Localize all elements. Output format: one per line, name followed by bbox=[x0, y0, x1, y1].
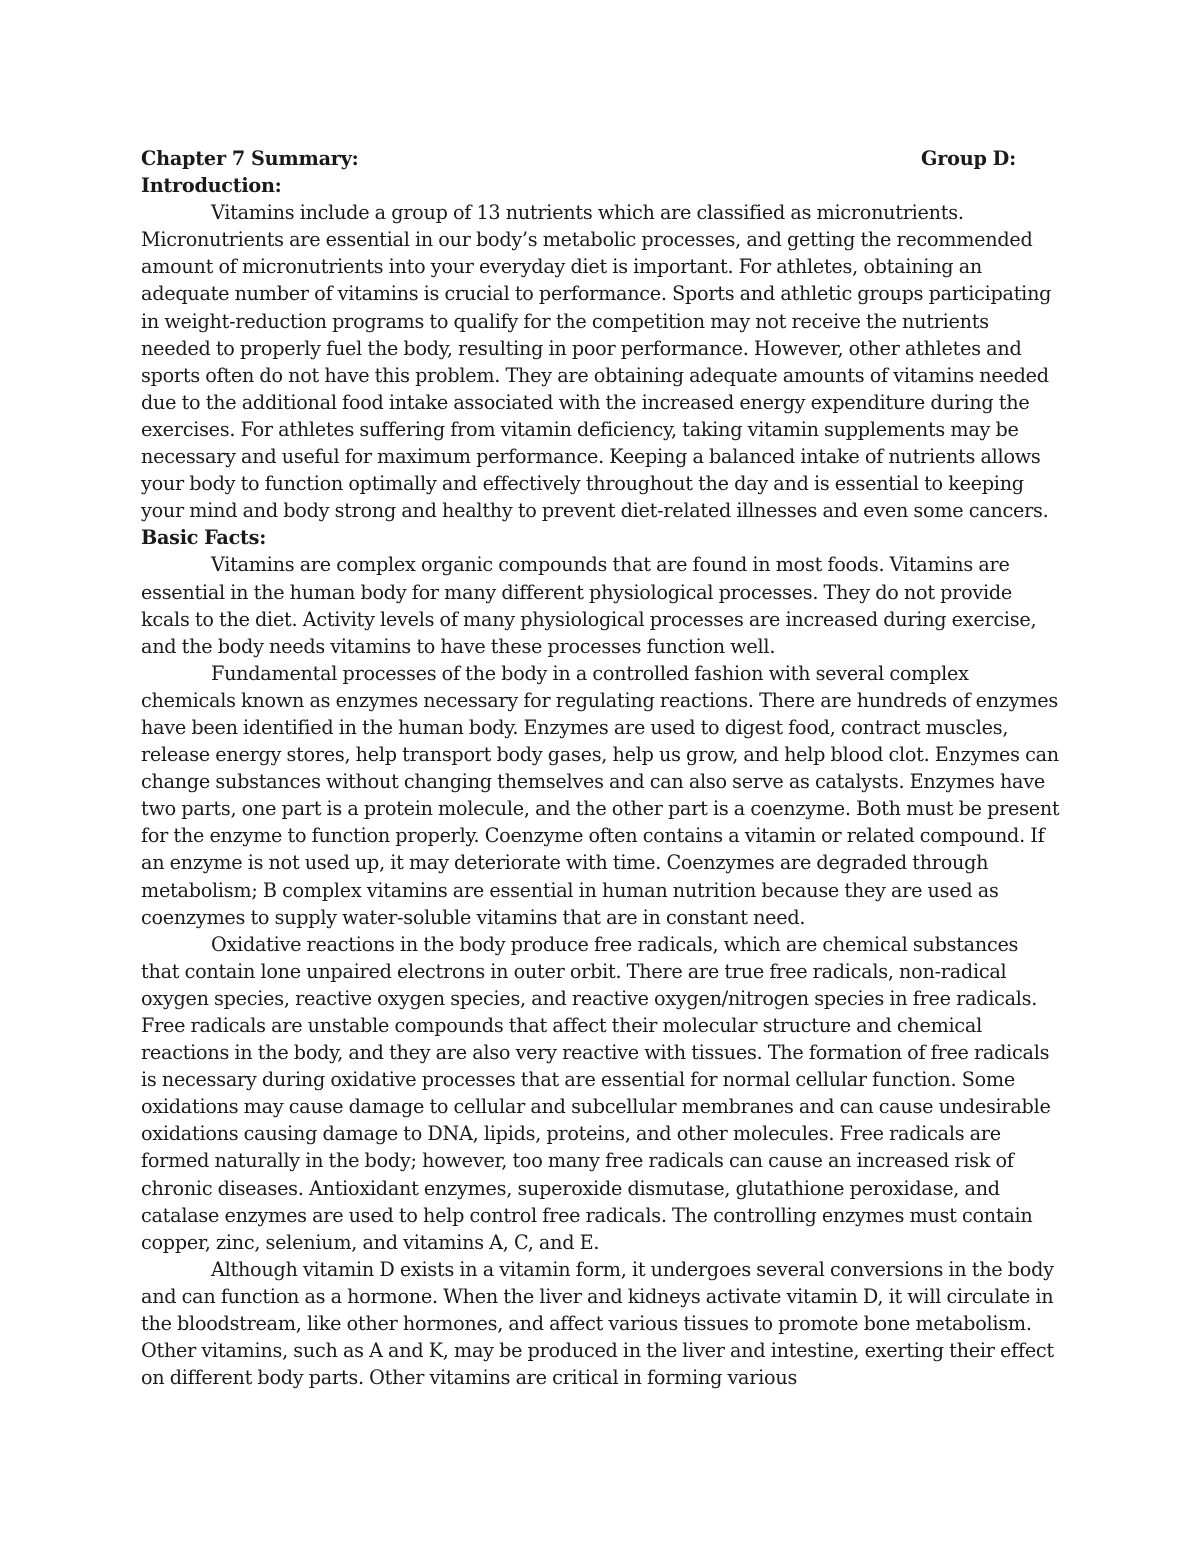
section-heading: Basic Facts: bbox=[141, 526, 267, 550]
section-heading: Introduction: bbox=[141, 174, 282, 198]
document-title: Chapter 7 Summary: bbox=[141, 147, 359, 170]
paragraph: Although vitamin D exists in a vitamin form, it undergoes several conversions in the body and can function as a hormone. When the liver and kidneys activate vitamin D, it will circulate in the bloodstream, like other hormones, and affect various tissues to promote bone metabolism. Other vitamins, such as A and K, may be produced in the liver and intestine, exerting their effect on different body parts. Other vitamins are critical in forming various bbox=[141, 1257, 1054, 1390]
paragraph: Fundamental processes of the body in a controlled fashion with several complex chemicals known as enzymes necessary for regulating reactions. There are hundreds of enzymes have been identified in the human body. Enzymes are used to digest food, contract muscles, release energy stores, help transport body gases, help us grow, and help blood clot. Enzymes can change substances without changing themselves and can also serve as catalysts. Enzymes have two parts, one part is a protein molecule, and the other part is a coenzyme. Both must be present for the enzyme to function properly. Coenzyme often contains a vitamin or related compound. If an enzyme is not used up, it may deteriorate with time. Coenzymes are degraded through metabolism; B complex vitamins are essential in human nutrition because they are used as coenzymes to supply water-soluble vitamins that are in constant need. bbox=[141, 661, 1060, 929]
document-body bbox=[141, 145, 1061, 1391]
title-row bbox=[141, 145, 1061, 172]
paragraph: Oxidative reactions in the body produce free radicals, which are chemical substances that contain lone unpaired electrons in outer orbit. There are true free radicals, non-radical oxygen species, reactive oxygen species, and reactive oxygen/nitrogen species in free radicals. Free radicals are unstable compounds that affect their molecular structure and chemical reactions in the body, and they are also very reactive with tissues. The formation of free radicals is necessary during oxidative processes that are essential for normal cellular function. Some oxidations may cause damage to cellular and subcellular membranes and can cause undesirable oxidations causing damage to DNA, lipids, proteins, and other molecules. Free radicals are formed naturally in the body; however, too many free radicals can cause an increased risk of chronic diseases. Antioxidant enzymes, superoxide dismutase, glutathione peroxidase, and catalase enzymes are used to help control free radicals. The controlling enzymes must contain copper, zinc, selenium, and vitamins A, C, and E. bbox=[141, 932, 1051, 1254]
group-label: Group D: bbox=[921, 147, 1016, 170]
section-basic-facts bbox=[141, 524, 1061, 1391]
section-introduction bbox=[141, 172, 1061, 524]
paragraph: Vitamins are complex organic compounds that are found in most foods. Vitamins are essential in the human body for many different physiological processes. They do not provide kcals to the diet. Activity levels of many physiological processes are increased during exercise, and the body needs vitamins to have these processes function well. bbox=[141, 553, 1037, 658]
paragraph: Vitamins include a group of 13 nutrients which are classified as micronutrients. Micronutrients are essential in our body’s metabolic processes, and getting the recommended amount of micronutrients into your everyday diet is important. For athletes, obtaining an adequate number of vitamins is crucial to performance. Sports and athletic groups participating in weight-reduction programs to qualify for the competition may not receive the nutrients needed to properly fuel the body, resulting in poor performance. However, other athletes and sports often do not have this problem. They are obtaining adequate amounts of vitamins needed due to the additional food intake associated with the increased energy expenditure during the exercises. For athletes suffering from vitamin deficiency, taking vitamin supplements may be necessary and useful for maximum performance. Keeping a balanced intake of nutrients allows your body to function optimally and effectively throughout the day and is essential to keeping your mind and body strong and healthy to prevent diet-related illnesses and even some cancers. bbox=[141, 201, 1052, 523]
